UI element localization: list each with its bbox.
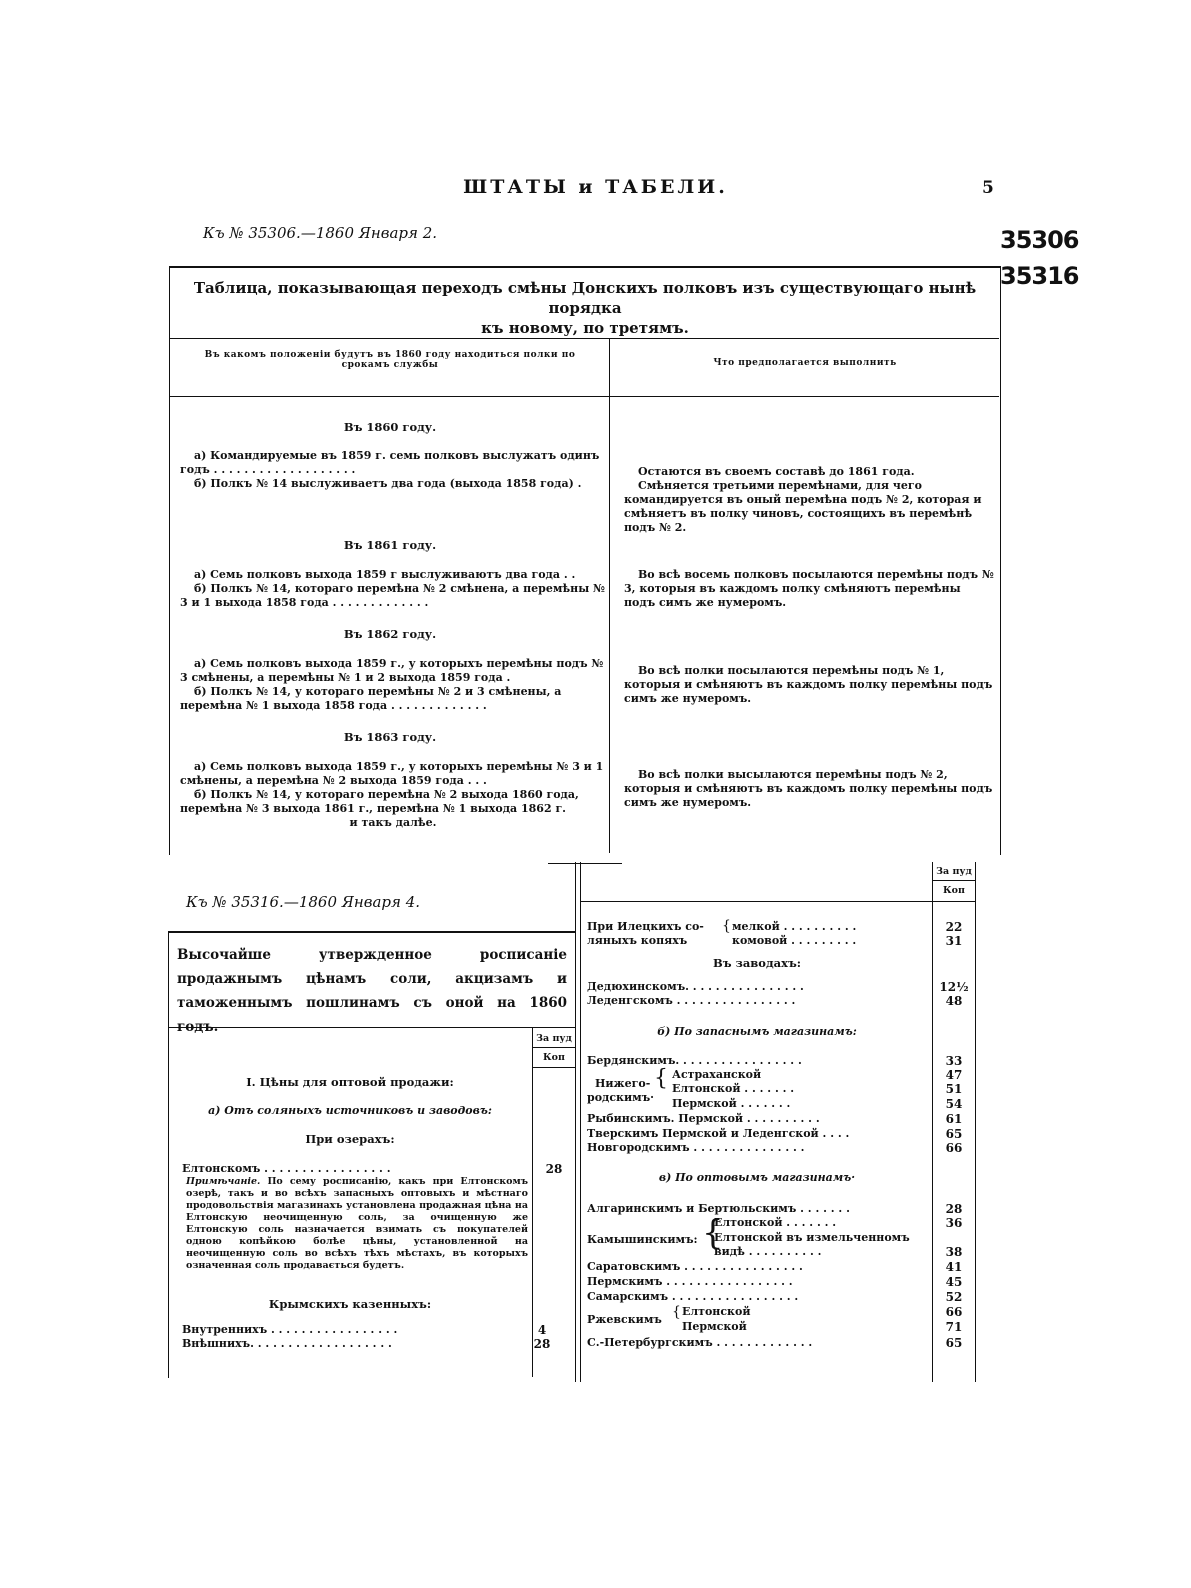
external-row: Внѣшнихъ. . . . . . . . . . . . . . . . . . . [182, 1337, 392, 1350]
kamyshin-elton-row: Елтонской . . . . . . . [714, 1216, 837, 1229]
column-divider [932, 862, 933, 1382]
iletsk-label-2: ляныхъ копяхъ [587, 934, 688, 947]
tver-row: Тверскимъ Пермской и Леденгской . . . . [587, 1127, 850, 1140]
samara-row: Самарскимъ . . . . . . . . . . . . . . . . . [587, 1290, 799, 1303]
y1860-action-2: Смѣняется третьими перемѣнами, для чего командируется въ оный перемѣна подъ № 2, которая и смѣняетъ въ полку чиновъ, состоящихъ въ перемѣнѣ подъ № 2. [624, 479, 982, 534]
y1863-item-c: и такъ далѣе. [349, 816, 437, 829]
column-header-situation: Въ какомъ положеніи будутъ въ 1860 году находиться полки по срокамъ службы [204, 350, 576, 370]
subsection-v: в) По оптовымъ магазинамъ· [658, 1171, 856, 1184]
saratov-value: 41 [945, 1260, 963, 1274]
ledeng-value: 48 [945, 994, 963, 1008]
iletsk-fine-value: 22 [945, 920, 963, 934]
rzhev-perm-value: 71 [945, 1320, 963, 1334]
y1861-item-a: а) Семь полковъ выхода 1859 г выслуживаютъ два года . . [194, 568, 576, 581]
table-rule [580, 901, 976, 902]
tver-value: 65 [945, 1127, 963, 1141]
section-divider [548, 863, 622, 864]
side-number-1: 35306 [1000, 226, 1079, 254]
iletsk-label-1: При Илецкихъ со- [587, 920, 704, 933]
unit-header-top-2: За пуд [936, 866, 972, 877]
reference-1: Къ № 35306.—1860 Января 2. [203, 224, 438, 242]
dedyukhin-row: Дедюхинскомъ. . . . . . . . . . . . . . . . [587, 980, 804, 993]
column-rule [580, 862, 581, 1382]
algar-row: Алгаринскимъ и Бертюльскимъ . . . . . . . [587, 1202, 850, 1215]
year-1862-heading: Въ 1862 году. [343, 627, 437, 641]
table-rule [532, 1047, 575, 1048]
y1863-item-a: а) Семь полковъ выхода 1859 г., у которыхъ перемѣны № 3 и 1 смѣнены, а перемѣна № 2 выхода 1859 года . . . [180, 760, 604, 787]
elton-2-value: 51 [945, 1082, 963, 1096]
salt-prices-title: Высочайше утвержденное росписаніе продажнымъ цѣнамъ соли, акцизамъ и таможеннымъ пошлинамъ съ оной на 1860 годъ. [177, 947, 567, 1035]
y1863-action: Во всѣ полки высылаются перемѣны подъ № 2, которыя и смѣняютъ въ каждомъ полку перемѣны подъ симъ же нумеромъ. [624, 768, 993, 809]
note-text: По сему росписанію, какъ при Елтонскомъ озерѣ, такъ и во всѣхъ запасныхъ оптовыхъ и мѣстнаго продовольствія магазинахъ установлена продажная цѣна на Елтонскую неочищенную соль, за очищенную же Елтонскую соль назначается взимать съ покупателей одною копѣйкою болѣе цѣны, установленной на неочищенную соль во всѣхъ тѣхъ мѣстахъ, въ которыхъ означенная соль продавається будетъ. [186, 1176, 529, 1271]
table-rule [169, 338, 999, 339]
brace-icon: { [702, 1213, 724, 1253]
y1862-item-b: б) Полкъ № 14, у котораго перемѣны № 2 и 3 смѣнены, а перемѣна № 1 выхода 1858 года . . . . . . . . . . . . . [180, 685, 562, 712]
dedyukhin-value: 12½ [939, 980, 969, 994]
nizhny-label-2: родскимъ· [587, 1091, 654, 1104]
berdyansk-value: 33 [945, 1054, 963, 1068]
table-rule [532, 1067, 575, 1068]
y1861-item-b: б) Полкъ № 14, котораго перемѣна № 2 смѣнена, а перемѣны № 3 и 1 выхода 1858 года . . . . . . . . . . . . . [180, 582, 606, 609]
reference-2: Къ № 35316.—1860 Января 4. [186, 893, 421, 911]
rybinsk-value: 61 [945, 1112, 963, 1126]
perm-2-value: 54 [945, 1097, 963, 1111]
perm-value: 45 [945, 1275, 963, 1289]
nizhny-label-1: Нижего- [595, 1077, 651, 1090]
berdyansk-row: Бердянскимъ. . . . . . . . . . . . . . . . . [587, 1054, 802, 1067]
spb-value: 65 [945, 1336, 963, 1350]
elton-value: 28 [545, 1162, 563, 1176]
plants-heading: Въ заводахъ: [712, 956, 802, 970]
y1860-item-a: а) Командируемые въ 1859 г. семь полковъ выслужатъ одинъ годъ . . . . . . . . . . . . . . . . . . . [180, 449, 600, 476]
iletsk-fine: мелкой . . . . . . . . . . [732, 920, 857, 933]
kamyshin-ground-value: 38 [945, 1245, 963, 1259]
rzhev-elton-row: Елтонской [682, 1305, 751, 1318]
y1862-item-a: а) Семь полковъ выхода 1859 г., у которыхъ перемѣны подъ № 3 смѣнены, а перемѣны № 1 и 2 выхода 1859 года . [180, 657, 604, 684]
unit-header-bottom: Коп [543, 1052, 565, 1063]
y1861-action: Во всѣ восемь полковъ посылаются перемѣны подъ № 3, которыя въ каждомъ полку смѣняютъ перемѣны подъ симъ же нумеромъ. [624, 568, 994, 609]
table-rule [168, 1027, 575, 1028]
ledeng-row: Леденгскомъ . . . . . . . . . . . . . . . . [587, 994, 796, 1007]
y1863-item-b: б) Полкъ № 14, у котораго перемѣна № 2 выхода 1860 года, перемѣна № 3 выхода 1861 г., перемѣна № 1 выхода 1862 г. [180, 788, 579, 815]
samara-value: 52 [945, 1290, 963, 1304]
internal-value: 4 [537, 1323, 547, 1337]
saratov-row: Саратовскимъ . . . . . . . . . . . . . . . . [587, 1260, 803, 1273]
elton-2-row: Елтонской . . . . . . . [672, 1082, 795, 1095]
table-rule [932, 880, 976, 881]
year-1860-heading: Въ 1860 году. [343, 420, 437, 434]
iletsk-lump-value: 31 [945, 934, 963, 948]
column-divider [609, 338, 610, 853]
column-rule [975, 862, 976, 1382]
kamyshin-ground-row-2: видѣ . . . . . . . . . . [714, 1245, 822, 1258]
internal-row: Внутреннихъ . . . . . . . . . . . . . . . . . [182, 1323, 398, 1336]
brace-icon: { [672, 1304, 681, 1320]
astrakhan-value: 47 [945, 1068, 963, 1082]
table-rule [169, 396, 999, 397]
column-header-action: Что предполагается выполнить [713, 358, 897, 368]
y1860-action-1: Остаются въ своемъ составѣ до 1861 года. [638, 465, 915, 478]
price-note [186, 1176, 528, 1272]
side-number-2: 35316 [1000, 262, 1079, 290]
section-wholesale: I. Цѣны для оптовой продажи: [246, 1075, 454, 1089]
unit-header-bottom-2: Коп [943, 885, 965, 896]
spb-row: С.-Петербургскимъ . . . . . . . . . . . . . [587, 1336, 813, 1349]
rybinsk-row: Рыбинскимъ. Пермской . . . . . . . . . . [587, 1112, 820, 1125]
brace-icon: { [654, 1066, 668, 1091]
external-value: 28 [533, 1337, 551, 1351]
perm-2-row: Пермской . . . . . . . [672, 1097, 791, 1110]
note-label: Примѣчаніе. [186, 1176, 261, 1187]
at-lakes-heading: При озерахъ: [305, 1132, 395, 1146]
algar-value: 28 [945, 1202, 963, 1216]
rzhev-elton-value: 66 [945, 1305, 963, 1319]
elton-row: Елтонскомъ . . . . . . . . . . . . . . . . . [182, 1162, 391, 1175]
year-1861-heading: Въ 1861 году. [343, 538, 437, 552]
perm-row: Пермскимъ . . . . . . . . . . . . . . . . . [587, 1275, 793, 1288]
novgorod-row: Новгородскимъ . . . . . . . . . . . . . . . [587, 1141, 805, 1154]
y1860-item-b: б) Полкъ № 14 выслуживаетъ два года (выхода 1858 года) . [194, 477, 582, 490]
astrakhan-row: Астраханской [672, 1068, 762, 1081]
rotation-table-title: Таблица, показывающая переходъ смѣны Донскихъ полковъ изъ существующаго нынѣ порядка къ новому, по третямъ. [193, 279, 977, 337]
subsection-b: б) По запаснымъ магазинамъ: [657, 1025, 857, 1038]
unit-header-top: За пуд [536, 1033, 572, 1044]
kamyshin-ground-row-1: Елтонской въ измельченномъ [714, 1231, 910, 1244]
brace-icon: { [722, 918, 731, 934]
year-1863-heading: Въ 1863 году. [343, 730, 437, 744]
novgorod-value: 66 [945, 1141, 963, 1155]
kamyshin-label: Камышинскимъ: [587, 1233, 698, 1246]
subsection-a: а) Отъ соляныхъ источниковъ и заводовъ: [208, 1104, 492, 1117]
rzhev-label: Ржевскимъ [587, 1313, 662, 1326]
page-number: 5 [982, 178, 994, 198]
crimean-heading: Крымскихъ казенныхъ: [268, 1297, 432, 1311]
running-head: ШТАТЫ и ТАБЕЛИ. [463, 176, 728, 198]
iletsk-lump: комовой . . . . . . . . . [732, 934, 857, 947]
y1862-action: Во всѣ полки посылаются перемѣны подъ № 1, которыя и смѣняютъ въ каждомъ полку перемѣны подъ симъ же нумеромъ. [624, 664, 993, 705]
kamyshin-elton-value: 36 [945, 1216, 963, 1230]
rzhev-perm-row: Пермской [682, 1320, 747, 1333]
